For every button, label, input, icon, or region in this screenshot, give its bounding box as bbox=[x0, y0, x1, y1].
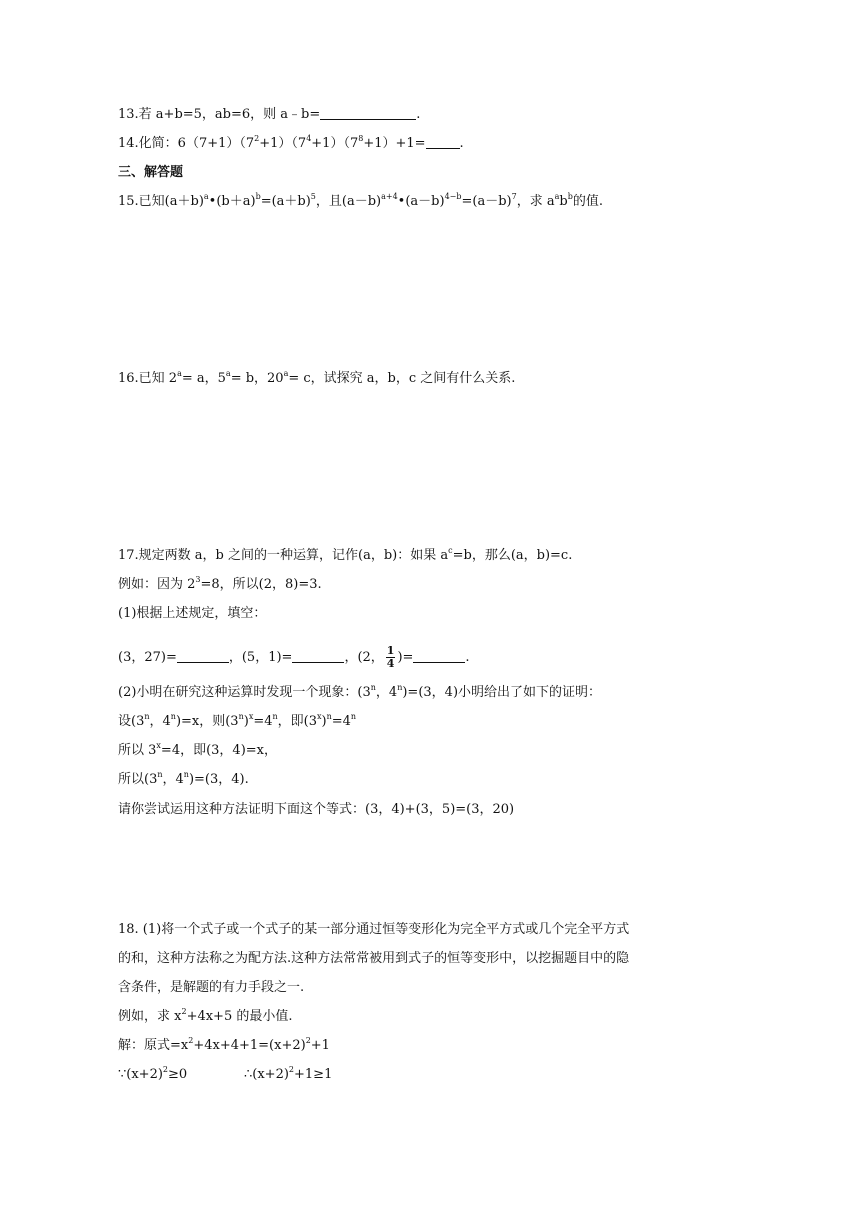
proof-line: 设(3$^n$，$4^n)=x$，则$(3^n)^x=4^n$，即$(3^x)^n=4^n$ bbox=[118, 712, 357, 729]
example-line: 例如：因为 $2^3=8$，所以(2，8)=3. bbox=[118, 575, 322, 592]
part-2-label: (2)小明在研究这种运算时发现一个现象：(3$^n$，$4^n)=(3$，4)小明给出了如下的证明： bbox=[118, 683, 602, 700]
answer-blank bbox=[292, 650, 344, 663]
solution-line: $\because(x+2)^2\ge 0$ bbox=[118, 1065, 188, 1082]
task-line: 请你尝试运用这种方法证明下面这个等式：(3，4)+(3，5)=(3，20) bbox=[118, 802, 515, 817]
proof-line: 所以 $3^x=4$，即(3，4)=x， bbox=[118, 741, 277, 758]
question-18: 18. (1)将一个式子或一个式子的某一部分通过恒等变形化为完全平方式或几个完全平方式 bbox=[118, 922, 630, 937]
paragraph-line: 含条件，是解题的有力手段之一. bbox=[118, 980, 305, 995]
solution-line: $\therefore(x+2)^2+1\ge 1$ bbox=[244, 1065, 333, 1082]
fill-in-line: (3，27)= ，(5，1)= ，(2， $\frac{1}{4}$ )= . bbox=[118, 644, 470, 670]
answer-blank bbox=[426, 136, 460, 149]
example-line: 例如，求 $x^2+4x+5$ 的最小值. bbox=[118, 1007, 293, 1024]
question-14: 14.化简：$6(7+1)(7^2+1)(7^4+1)(7^8+1)+1=$ . bbox=[118, 134, 464, 151]
fraction: $\frac{1}{4}$ bbox=[386, 644, 395, 670]
question-17: 17.规定两数 a，b 之间的一种运算，记作(a，b)：如果 $a^c=b$，那么(a，b)=c. bbox=[118, 546, 573, 563]
proof-line: 所以(3$^n$，$4^n)=(3$，4). bbox=[118, 770, 249, 787]
answer-blank bbox=[177, 650, 229, 663]
paragraph-line: 的和，这种方法称之为配方法.这种方法常常被用到式子的恒等变形中，以挖掘题目中的隐 bbox=[118, 951, 630, 966]
answer-blank bbox=[320, 107, 416, 120]
question-13: 13.若 a+b=5，ab=6，则 a﹣b= . bbox=[118, 107, 421, 122]
answer-blank bbox=[413, 650, 465, 663]
section-heading: 三、解答题 bbox=[118, 165, 184, 180]
question-15: 15.已知$(a+b)^a•(b+a)^b=(a+b)^5$，且$(a-b)^{a+4}•(a-b)^{4-b}=(a-b)^7$，求 $a^ab^b$的值. bbox=[118, 192, 603, 209]
solution-line: 解：原式$=x^2+4x+4+1=(x+2)^2+1$ bbox=[118, 1036, 330, 1053]
part-1-label: (1)根据上述规定，填空： bbox=[118, 606, 267, 621]
question-16: 16.已知 $2^a= a$，$5^a= b$，$20^a= c$，试探究 a，b，c 之间有什么关系. bbox=[118, 369, 516, 386]
